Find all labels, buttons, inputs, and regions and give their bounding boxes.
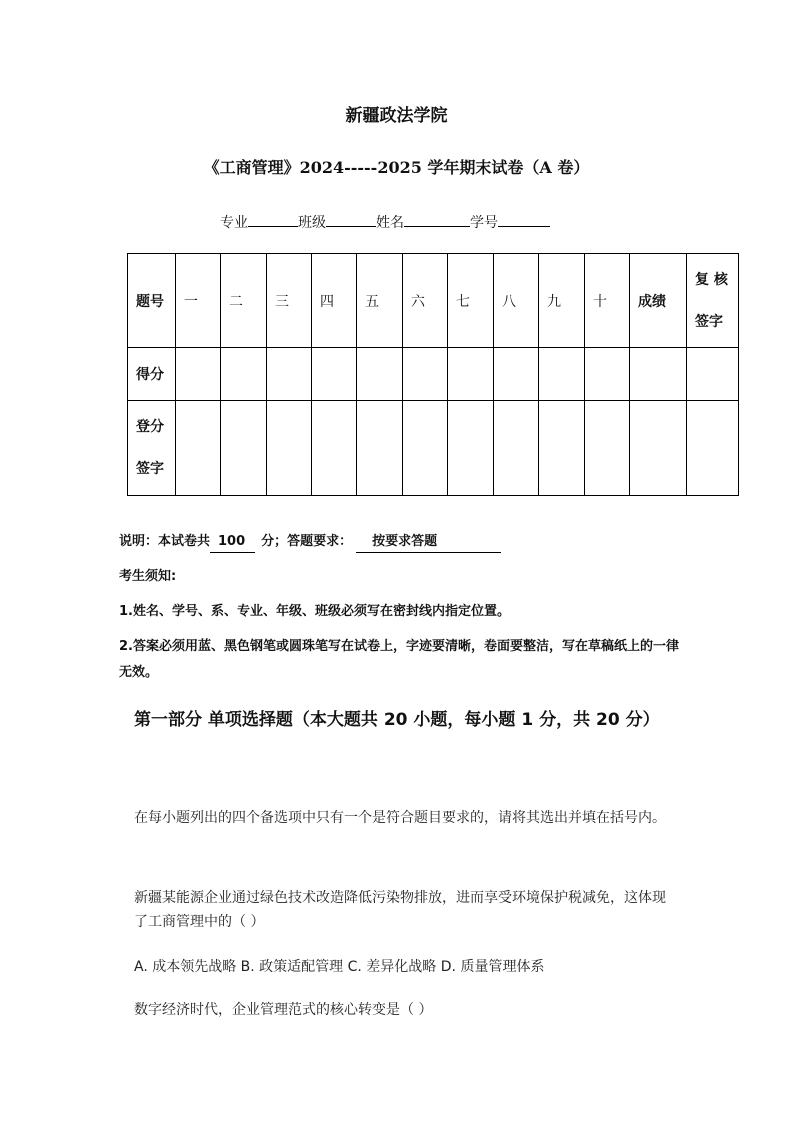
section-title: 第一部分 单项选择题（本大题共 20 小题，每小题 1 分，共 20 分）	[134, 710, 660, 730]
sign-cell[interactable]	[539, 401, 585, 496]
name-label: 姓名	[376, 215, 404, 231]
score-cell[interactable]	[267, 348, 312, 401]
question-1-options: A. 成本领先战略 B. 政策适配管理 C. 差异化战略 D. 质量管理体系	[134, 959, 545, 975]
header-cell: 五	[357, 254, 403, 348]
header-cell: 三	[267, 254, 312, 348]
sign-cell[interactable]	[448, 401, 494, 496]
school-name: 新疆政法学院	[345, 106, 448, 126]
notice-rule-2: 2.答案必须用蓝、黑色钢笔或圆珠笔写在试卷上，字迹要清晰，卷面要整洁，写在草稿纸上的一律无效。	[119, 639, 679, 680]
header-cell: 成绩	[630, 254, 687, 348]
question-2: 数字经济时代，企业管理范式的核心转变是（ ）	[134, 1002, 433, 1018]
grader-sign-line: 登分	[136, 419, 164, 435]
student-id-field[interactable]	[498, 210, 550, 227]
score-table	[127, 253, 739, 496]
table-row	[128, 348, 739, 401]
table-row	[128, 254, 739, 348]
score-cell[interactable]	[357, 348, 403, 401]
sign-cell[interactable]	[176, 401, 221, 496]
score-cell[interactable]	[585, 348, 630, 401]
sign-cell[interactable]	[312, 401, 357, 496]
section-instruction: 在每小题列出的四个备选项中只有一个是符合题目要求的，请将其选出并填在括号内。	[134, 810, 666, 826]
description-middle: 分；答题要求：	[261, 534, 353, 549]
sign-cell[interactable]	[357, 401, 403, 496]
header-cell: 七	[448, 254, 494, 348]
notice-title: 考生须知:	[119, 569, 177, 584]
student-info-line	[220, 210, 550, 235]
sign-cell[interactable]	[221, 401, 267, 496]
header-cell: 题号	[128, 254, 176, 348]
sign-cell[interactable]	[494, 401, 539, 496]
exam-description	[119, 532, 501, 553]
header-cell: 四	[312, 254, 357, 348]
class-label: 班级	[298, 215, 326, 231]
id-label: 学号	[470, 215, 498, 231]
sign-cell[interactable]	[630, 401, 687, 496]
review-sign-cell	[687, 254, 739, 348]
major-field[interactable]	[248, 210, 298, 227]
description-prefix: 说明：本试卷共	[119, 534, 211, 549]
table-row	[128, 401, 739, 496]
question-1: 新疆某能源企业通过绿色技术改造降低污染物排放，进而享受环境保护税减免，这体现了工商管理中的（ ）	[134, 890, 666, 930]
header-cell: 十	[585, 254, 630, 348]
score-cell[interactable]	[494, 348, 539, 401]
score-cell[interactable]	[312, 348, 357, 401]
review-sign-line: 复 核	[695, 271, 728, 288]
header-cell: 九	[539, 254, 585, 348]
header-cell: 八	[494, 254, 539, 348]
review-sign-line: 签字	[695, 313, 723, 330]
score-cell[interactable]	[176, 348, 221, 401]
score-cell[interactable]	[539, 348, 585, 401]
sign-cell[interactable]	[403, 401, 448, 496]
header-cell: 二	[221, 254, 267, 348]
score-row-label: 得分	[128, 348, 176, 401]
header-cell: 六	[403, 254, 448, 348]
total-score: 100	[210, 532, 255, 553]
class-field[interactable]	[326, 210, 376, 227]
header-cell: 一	[176, 254, 221, 348]
score-cell[interactable]	[403, 348, 448, 401]
score-cell[interactable]	[630, 348, 687, 401]
grader-sign-label	[128, 401, 176, 496]
major-label: 专业	[220, 215, 248, 231]
sign-cell[interactable]	[585, 401, 630, 496]
score-cell[interactable]	[448, 348, 494, 401]
score-cell[interactable]	[687, 348, 739, 401]
sign-cell[interactable]	[687, 401, 739, 496]
sign-cell[interactable]	[267, 401, 312, 496]
answer-requirement: 按要求答题	[356, 532, 501, 553]
score-cell[interactable]	[221, 348, 267, 401]
notice-rule-1: 1.姓名、学号、系、专业、年级、班级必须写在密封线内指定位置。	[119, 604, 510, 619]
grader-sign-line: 签字	[136, 461, 164, 477]
exam-title: 《工商管理》2024-----2025 学年期末试卷（A 卷）	[203, 158, 590, 177]
name-field[interactable]	[404, 210, 470, 227]
